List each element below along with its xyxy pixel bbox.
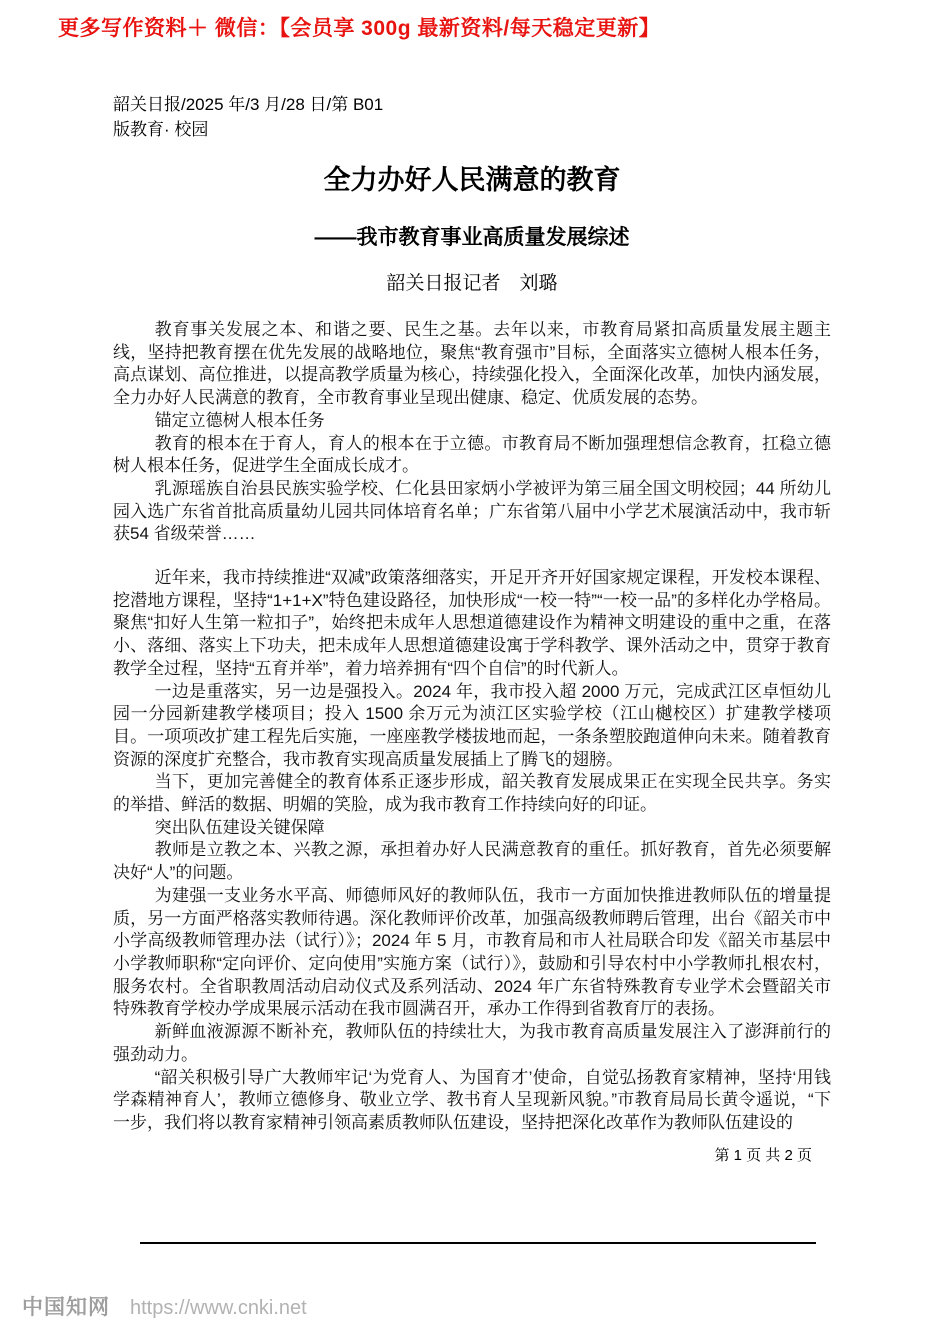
promo-banner-text: 更多写作资料＋ 微信：【会员享 300g 最新资料/每天稳定更新】: [58, 17, 661, 40]
footer-divider-line: [140, 1242, 816, 1244]
article-subtitle: ——我市教育事业高质量发展综述: [314, 226, 630, 249]
cnki-watermark: [22, 1291, 307, 1321]
source-line-2: 版教育· 校园: [113, 120, 209, 139]
article-paragraph: 一边是重落实，另一边是强投入。2024 年，我市投入超 2000 万元，完成武江区卓恒幼儿园一分园新建教学楼项目；投入 1500 余万元为浈江区实验学校（江山樾校区）扩建教学楼项目。一项项改扩建工程先后实施，一座座教学楼拔地而起，一条条塑胶跑道伸向未来。随着教育资源的深度扩充整合，我市教育实现高质量发展插上了腾飞的翅膀。: [113, 681, 831, 769]
article-paragraph: 锚定立德树人根本任务: [154, 410, 325, 430]
page-indicator: 第 1 页 共 2 页: [714, 1147, 812, 1164]
article-paragraph: 新鲜血液源源不断补充，教师队伍的持续壮大，为我市教育高质量发展注入了澎湃前行的强劲动力。: [113, 1022, 831, 1064]
source-line-1: 韶关日报/2025 年/3 月/28 日/第 B01: [113, 95, 384, 114]
article-paragraph: 为建强一支业务水平高、师德师风好的教师队伍，我市一方面加快推进教师队伍的增量提质，另一方面严格落实教师待遇。深化教师评价改革，加强高级教师聘后管理，出台《韶关市中小学高级教师管理办法（试行）》；2024 年 5 月，市教育局和市人社局联合印发《韶关市基层中小学教师职称“定向评价、定向使用”实施方案（试行）》，鼓励和引导农村中小学教师扎根农村，服务农村。全省职教周活动启动仪式及系列活动、2024 年广东省特殊教育专业学术会暨韶关市特殊教育学校办学成果展示活动在我市圆满召开，承办工作得到省教育厅的表扬。: [113, 885, 831, 1019]
article-paragraph: “韶关积极引导广大教师牢记‘为党育人、为国育才’使命，自觉弘扬教育家精神，坚持‘用钱学森精神育人’，教师立德修身、敬业立学、教书育人呈现新风貌。”市教育局局长黄令遥说，“下一步，我们将以教育家精神引领高素质教师队伍建设，坚持把深化改革作为教师队伍建设的: [113, 1067, 831, 1132]
article-body: [113, 319, 831, 1135]
cnki-logo-text: 中国知网: [22, 1296, 110, 1319]
cnki-url-text: https://www.cnki.net: [130, 1297, 307, 1319]
article-paragraph: 突出队伍建设关键保障: [154, 817, 325, 837]
article-byline: 韶关日报记者 刘璐: [386, 273, 558, 294]
article-paragraph: 教育的根本在于育人，育人的根本在于立德。市教育局不断加强理想信念教育，扛稳立德树人根本任务，促进学生全面成长成才。: [113, 433, 831, 476]
article-paragraph: 近年来，我市持续推进“双减”政策落细落实，开足开齐开好国家规定课程，开发校本课程、挖潜地方课程，坚持“1+1+X”特色建设路径，加快形成“一校一特”“一校一品”的多样化办学格局。聚焦“扣好人生第一粒扣子”，始终把未成年人思想道德建设作为精神文明建设的重中之重，在落小、落细、落实上下功夫，把未成年人思想道德建设寓于学科教学、课外活动之中，贯穿于教育教学全过程，坚持“五育并举”，着力培养拥有“四个自信”的时代新人。: [113, 568, 831, 678]
article-title: 全力办好人民满意的教育: [323, 165, 621, 195]
article-paragraph: 乳源瑶族自治县民族实验学校、仁化县田家炳小学被评为第三届全国文明校园；44 所幼儿园入选广东省首批高质量幼儿园共同体培育名单；广东省第八届中小学艺术展演活动中，我市斩获54 省级荣誉……: [113, 478, 831, 544]
article-paragraph: 教育事关发展之本、和谐之要、民生之基。去年以来，市教育局紧扣高质量发展主题主线，坚持把教育摆在优先发展的战略地位，聚焦“教育强市”目标，全面落实立德树人根本任务，高点谋划、高位推进，以提高教学质量为核心，持续强化投入，全面深化改革，加快内涵发展，全力办好人民满意的教育，全市教育事业呈现出健康、稳定、优质发展的态势。: [113, 320, 831, 408]
article-content: [113, 92, 831, 1135]
article-paragraph: 当下，更加完善健全的教育体系正逐步形成，韶关教育发展成果正在实现全民共享。务实的举措、鲜活的数据、明媚的笑脸，成为我市教育工作持续向好的印证。: [113, 772, 831, 815]
source-block: [113, 92, 831, 142]
article-paragraph: 教师是立教之本、兴教之源，承担着办好人民满意教育的重任。抓好教育，首先必须要解决好“人”的问题。: [113, 840, 831, 883]
